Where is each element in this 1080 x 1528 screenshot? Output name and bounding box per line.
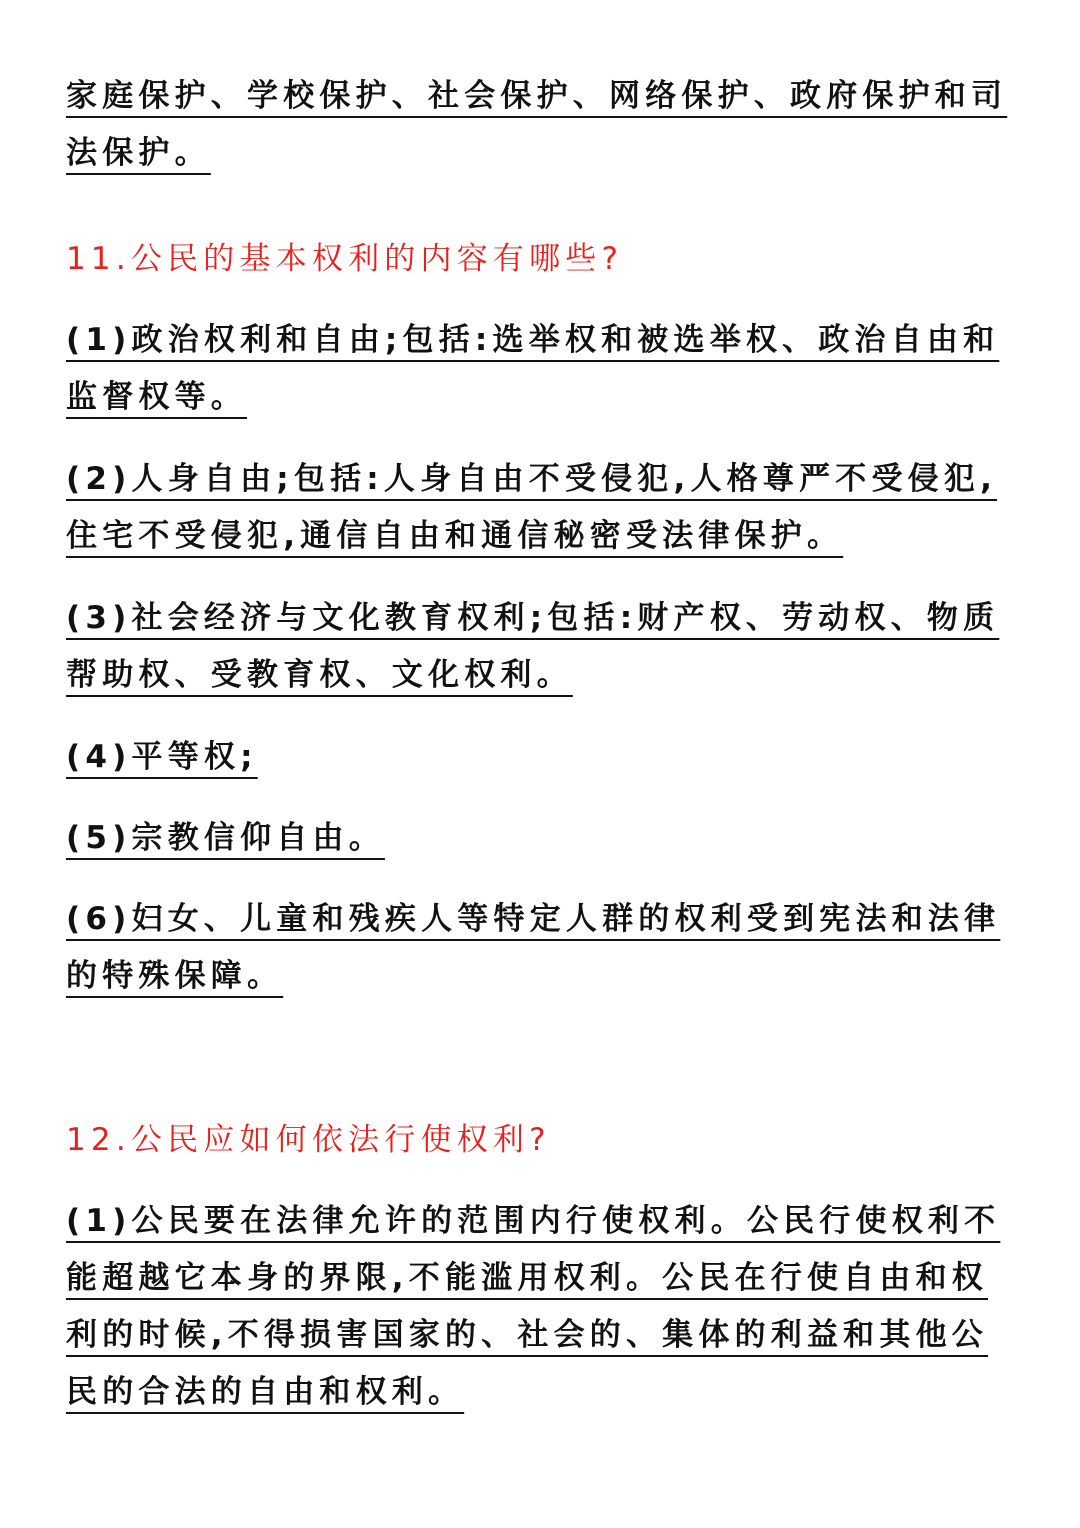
section-12-item-1-text: (1)公民要在法律允许的范围内行使权利。公民行使权利不能超越它本身的界限,不能滥用权利。公民在行使自由和权利的时候,不得损害国家的、社会的、集体的利益和其他公民的合法的自由和权利。 (66, 1203, 1001, 1410)
section-11-item-3-text: (3)社会经济与文化教育权利;包括:财产权、劳动权、物质帮助权、受教育权、文化权利。 (66, 600, 1000, 693)
intro-paragraph (66, 68, 1018, 182)
section-11-item-1-text: (1)政治权利和自由;包括:选举权和被选举权、政治自由和监督权等。 (66, 322, 1000, 415)
section-11-item-3 (66, 590, 1018, 704)
section-11-item-4 (66, 729, 258, 786)
section-11-item-4-text: (4)平等权; (66, 739, 258, 775)
section-11-item-2-text: (2)人身自由;包括:人身自由不受侵犯,人格尊严不受侵犯,住宅不受侵犯,通信自由和通信秘密受法律保护。 (66, 461, 998, 554)
section-12-item-1 (66, 1193, 1018, 1421)
section-12-heading: 12.公民应如何依法行使权利? (66, 1122, 551, 1158)
section-11-item-1 (66, 312, 1018, 426)
section-11-item-5 (66, 810, 385, 867)
intro-text: 家庭保护、学校保护、社会保护、网络保护、政府保护和司法保护。 (66, 78, 1008, 171)
section-11-item-6-text: (6)妇女、儿童和残疾人等特定人群的权利受到宪法和法律的特殊保障。 (66, 901, 1001, 994)
section-11-item-2 (66, 451, 1018, 565)
section-11-item-6 (66, 891, 1018, 1005)
section-11-heading: 11.公民的基本权利的内容有哪些? (66, 241, 624, 277)
section-11-item-5-text: (5)宗教信仰自由。 (66, 820, 385, 856)
